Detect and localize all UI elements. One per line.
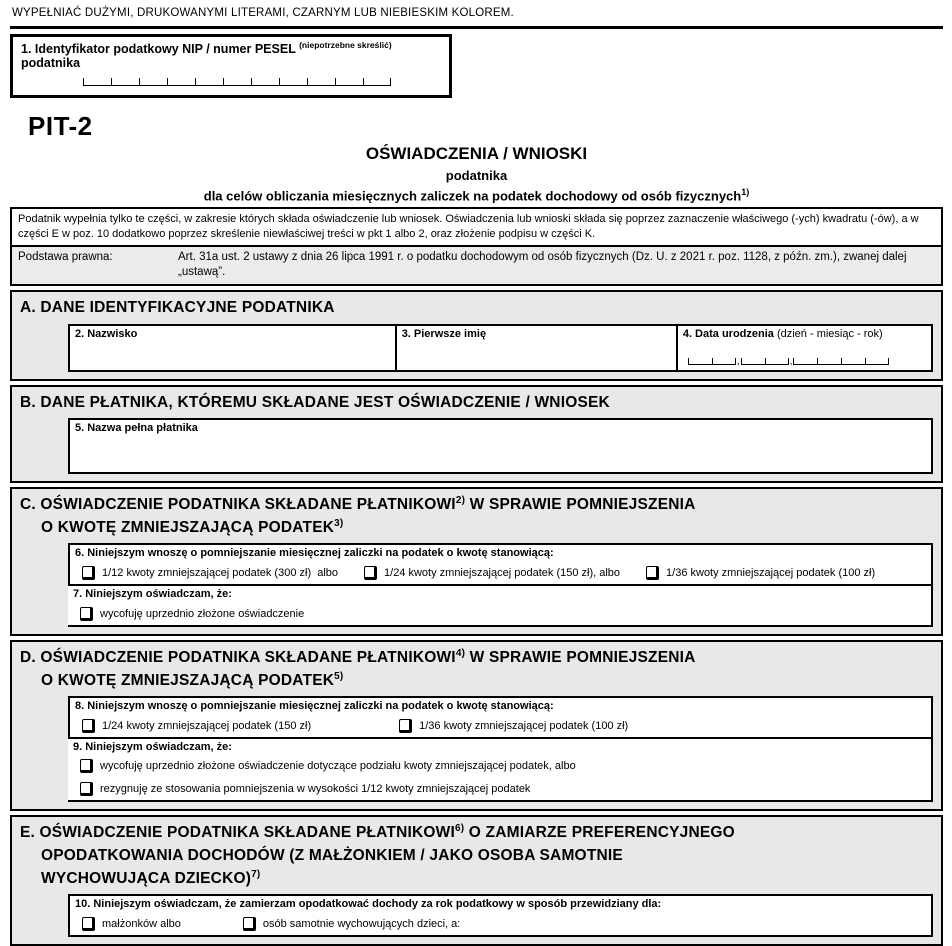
intro-paragraph: Podatnik wypełnia tylko te części, w zakresie których składa oświadczenie lub wniosek. Oświadczenia lub wnioski składa się poprzez zaznaczenie właściwego (-ych) kwadratu (-ów), a w części E w poz. 10 dodatkowo poprzez skreślenie niewłaściwej treści w pkt 1 albo 2, oraz złożenie podpisu w części K. [12,209,941,245]
section-d-header [12,642,941,696]
field-8-label: 8. Niniejszym wnoszę o pomniejszanie miesięcznej zaliczki na podatek o kwotę stanowiącą: [75,700,554,713]
field-10-options [70,910,931,935]
section-d [10,640,943,811]
option-10-single-parent[interactable] [243,917,460,931]
field-2-label: 2. Nazwisko [75,327,138,340]
field-1-label-note: (niepotrzebne skreślić) [299,40,392,50]
footnote-ref-2: 2) [455,494,466,506]
field-4-label-text: 4. Data urodzenia [682,327,777,340]
field-8-options [70,712,931,737]
fill-instruction: WYPEŁNIAĆ DUŻYMI, DRUKOWANYMI LITERAMI, CZARNYM LUB NIEBIESKIM KOLOREM. [12,7,514,19]
section-d-header-line2: O KWOTĘ ZMNIEJSZAJĄCĄ PODATEK [41,672,335,690]
form-title: OŚWIADCZENIA / WNIOSKI [365,144,588,164]
legal-basis-label: Podstawa prawna: [18,251,113,264]
field-10-box [68,894,933,937]
section-b [10,385,943,483]
checkbox-icon[interactable] [80,782,93,796]
option-8-1-24-label: 1/24 kwoty zmniejszającej podatek (150 zł) [102,720,312,733]
field-7-box [68,586,933,627]
option-6-1-24-label: 1/24 kwoty zmniejszającej podatek (150 zł), albo [384,567,621,580]
field-10-label: 10. Niniejszym oświadczam, że zamierzam opodatkować dochody za rok podatkowy w sposób przewidziany dla: [75,898,662,911]
field-1-tax-identifier-box [10,34,452,98]
section-e-header-line1: E. OŚWIADCZENIE PODATNIKA SKŁADANE PŁATNIKOWI [20,824,455,842]
option-6-1-24[interactable] [364,566,620,580]
checkbox-icon[interactable] [364,566,377,580]
section-e-header [12,817,941,894]
option-8-1-36[interactable] [399,719,628,733]
option-6-1-36-label: 1/36 kwoty zmniejszającej podatek (100 zł) [666,567,876,580]
intro-and-legal-box [10,207,943,286]
section-e-header-line2: OPODATKOWANIA DOCHODÓW (Z MAŁŻONKIEM / JAKO OSOBA SAMOTNIE [41,847,623,865]
field-3-firstname-input[interactable] [397,324,678,372]
footnote-ref-4: 4) [455,648,466,660]
section-a-fields [68,324,933,372]
section-c-header-line1: C. OŚWIADCZENIE PODATNIKA SKŁADANE PŁATNIKOWI [20,496,456,514]
section-e-fields [68,894,933,937]
field-4-birthdate-input[interactable] [678,324,933,372]
field-6-label: 6. Niniejszym wnoszę o pomniejszanie miesięcznej zaliczki na podatek o kwotę stanowiącą: [75,547,554,560]
nip-pesel-input-comb[interactable] [83,78,441,86]
field-5-label: 5. Nazwa pełna płatnika [75,421,198,434]
form-subtitle-podatnika: podatnika [445,168,508,184]
section-c-fields [68,543,933,627]
checkbox-icon[interactable] [82,917,95,931]
section-a-header: A. DANE IDENTYFIKACYJNE PODATNIKA [20,299,335,317]
section-d-fields [68,696,933,802]
field-7-options [68,600,931,625]
option-6-1-36[interactable] [646,566,875,580]
section-b-header: B. DANE PŁATNIKA, KTÓREMU SKŁADANE JEST OŚWIADCZENIE / WNIOSEK [20,393,610,411]
field-8-box [68,696,933,739]
option-8-1-36-label: 1/36 kwoty zmniejszającej podatek (100 zł) [419,720,629,733]
section-b-fields [68,418,933,474]
field-9-label: 9. Niniejszym oświadczam, że: [73,741,232,754]
field-4-format-hint: (dzień - miesiąc - rok) [776,327,883,340]
section-c-header-line1b: W SPRAWIE POMNIEJSZENIA [465,496,696,514]
field-7-label: 7. Niniejszym oświadczam, że: [73,588,232,601]
section-c-header-line2: O KWOTĘ ZMNIEJSZAJĄCĄ PODATEK [41,518,335,536]
option-8-1-24[interactable] [82,719,311,733]
field-1-label-main: 1. Identyfikator podatkowy NIP / numer PESEL [21,42,300,57]
field-5-payer-name-input[interactable] [68,418,933,474]
footnote-ref-7: 7) [251,868,261,880]
field-9-box [68,739,933,802]
field-2-surname-input[interactable] [68,324,397,372]
option-6-1-12[interactable] [82,566,338,580]
option-9-resign[interactable] [80,782,925,796]
option-10-single-parent-label: osób samotnie wychowujących dzieci, a: [262,918,461,931]
form-subtitle-purpose-text: dla celów obliczania miesięcznych zaliczek na podatek dochodowy od osób fizycznych [203,188,742,204]
option-9-withdraw-split-label: wycofuję uprzednio złożone oświadczenie dotyczące podziału kwoty zmniejszającej podatek, albo [100,760,576,773]
footnote-ref-1: 1) [741,187,750,198]
field-9-options [68,753,931,800]
option-9-resign-label: rezygnuję ze stosowania pomniejszenia w wysokości 1/12 kwoty zmniejszającej podatek [100,783,531,796]
checkbox-icon[interactable] [80,759,93,773]
date-separator: , [789,355,793,367]
field-3-label: 3. Pierwsze imię [401,327,487,340]
section-e [10,815,943,946]
option-6-1-12-label: 1/12 kwoty zmniejszającej podatek (300 zł) albo [102,567,339,580]
section-c-header [12,489,941,543]
checkbox-icon[interactable] [80,607,93,621]
field-6-options [70,559,931,584]
section-e-header-line3: WYCHOWUJĄCA DZIECKO) [41,869,252,887]
form-subtitle-purpose [10,187,943,203]
option-10-spouses[interactable] [82,917,181,931]
section-a [10,290,943,380]
footnote-ref-6: 6) [454,823,465,835]
option-9-withdraw-split[interactable] [80,759,925,773]
field-1-label [21,40,441,70]
section-d-header-line1b: W SPRAWIE POMNIEJSZENIA [465,649,696,667]
form-title-block [10,144,943,203]
legal-basis-row [12,245,941,284]
checkbox-icon[interactable] [646,566,659,580]
option-7-withdraw-label: wycofuję uprzednio złożone oświadczenie [100,608,305,621]
date-separator: , [736,355,740,367]
field-4-label [678,326,931,340]
footnote-ref-3: 3) [334,517,344,529]
section-e-header-line1b: O ZAMIARZE PREFERENCYJNEGO [464,824,735,842]
footnote-ref-5: 5) [334,670,344,682]
checkbox-icon[interactable] [82,566,95,580]
field-1-label-suffix: podatnika [21,56,81,71]
section-c [10,487,943,636]
legal-basis-text: Art. 31a ust. 2 ustawy z dnia 26 lipca 1991 r. o podatku dochodowym od osób fizycznych (Dz. U. z 2021 r. poz. 1128, z późn. zm.), zwanej dalej „ustawą”. [178,251,907,279]
field-6-box [68,543,933,586]
checkbox-icon[interactable] [82,719,95,733]
option-7-withdraw[interactable] [80,607,304,621]
option-10-spouses-label: małżonków albo [102,918,181,931]
checkbox-icon[interactable] [399,719,412,733]
top-divider [10,26,943,29]
birthdate-input-comb[interactable] [688,355,890,367]
form-code: PIT-2 [28,111,93,142]
checkbox-icon[interactable] [243,917,256,931]
section-d-header-line1: D. OŚWIADCZENIE PODATNIKA SKŁADANE PŁATNIKOWI [20,649,456,667]
